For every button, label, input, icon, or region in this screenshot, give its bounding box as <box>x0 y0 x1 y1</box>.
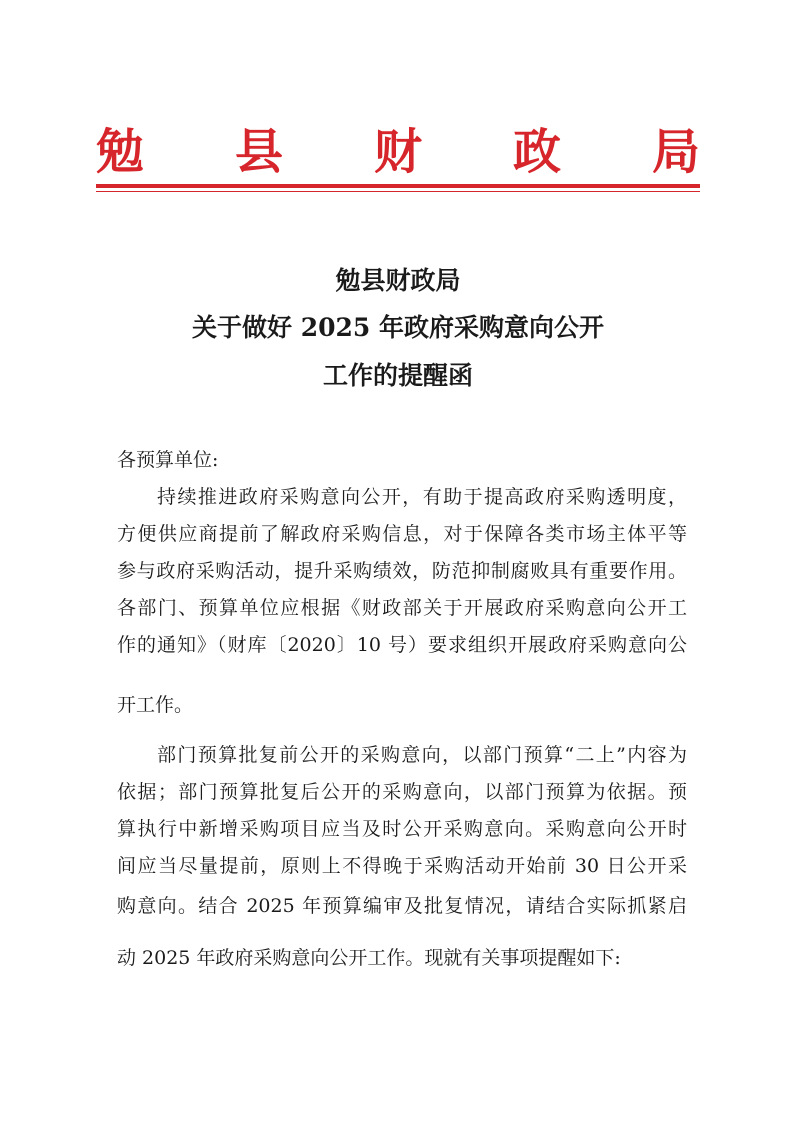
paragraph-line: 持续推进政府采购意向公开，有助于提高政府采购透明度， <box>157 486 687 508</box>
paragraph-line: 开工作。 <box>117 694 194 716</box>
paragraph-line: 依据；部门预算批复后公开的采购意向，以部门预算为依据。预 <box>117 781 687 803</box>
letterhead-char: 财 <box>373 124 422 180</box>
letterhead-divider-thick <box>96 184 700 188</box>
paragraph-line: 间应当尽量提前，原则上不得晚于采购活动开始前 30 日公开采 <box>117 855 687 877</box>
letterhead-char: 局 <box>651 124 700 180</box>
letterhead-char: 勉 <box>96 124 145 180</box>
document-title-line-2: 关于做好 2025 年政府采购意向公开 <box>192 313 604 342</box>
paragraph-line: 算执行中新增采购项目应当及时公开采购意向。采购意向公开时 <box>117 818 687 840</box>
letterhead-divider-thin <box>96 191 700 192</box>
paragraph-line: 作的通知》（财库〔2020〕10 号）要求组织开展政府采购意向公 <box>117 634 687 656</box>
paragraph-line: 动 2025 年政府采购意向公开工作。现就有关事项提醒如下: <box>117 947 621 969</box>
document-title-line-3: 工作的提醒函 <box>322 361 473 390</box>
salutation: 各预算单位: <box>117 449 219 471</box>
paragraph-line: 购意向。结合 2025 年预算编审及批复情况，请结合实际抓紧启 <box>117 895 687 917</box>
letterhead-char: 县 <box>234 124 283 180</box>
letterhead <box>96 122 700 182</box>
paragraph-line: 各部门、预算单位应根据《财政部关于开展政府采购意向公开工 <box>117 597 687 619</box>
document-title-line-1: 勉县财政局 <box>335 266 461 295</box>
letterhead-char: 政 <box>512 124 561 180</box>
paragraph-line: 参与政府采购活动，提升采购绩效，防范抑制腐败具有重要作用。 <box>117 560 687 582</box>
paragraph-line: 部门预算批复前公开的采购意向，以部门预算“二上”内容为 <box>157 744 687 766</box>
paragraph-line: 方便供应商提前了解政府采购信息，对于保障各类市场主体平等 <box>117 523 687 545</box>
